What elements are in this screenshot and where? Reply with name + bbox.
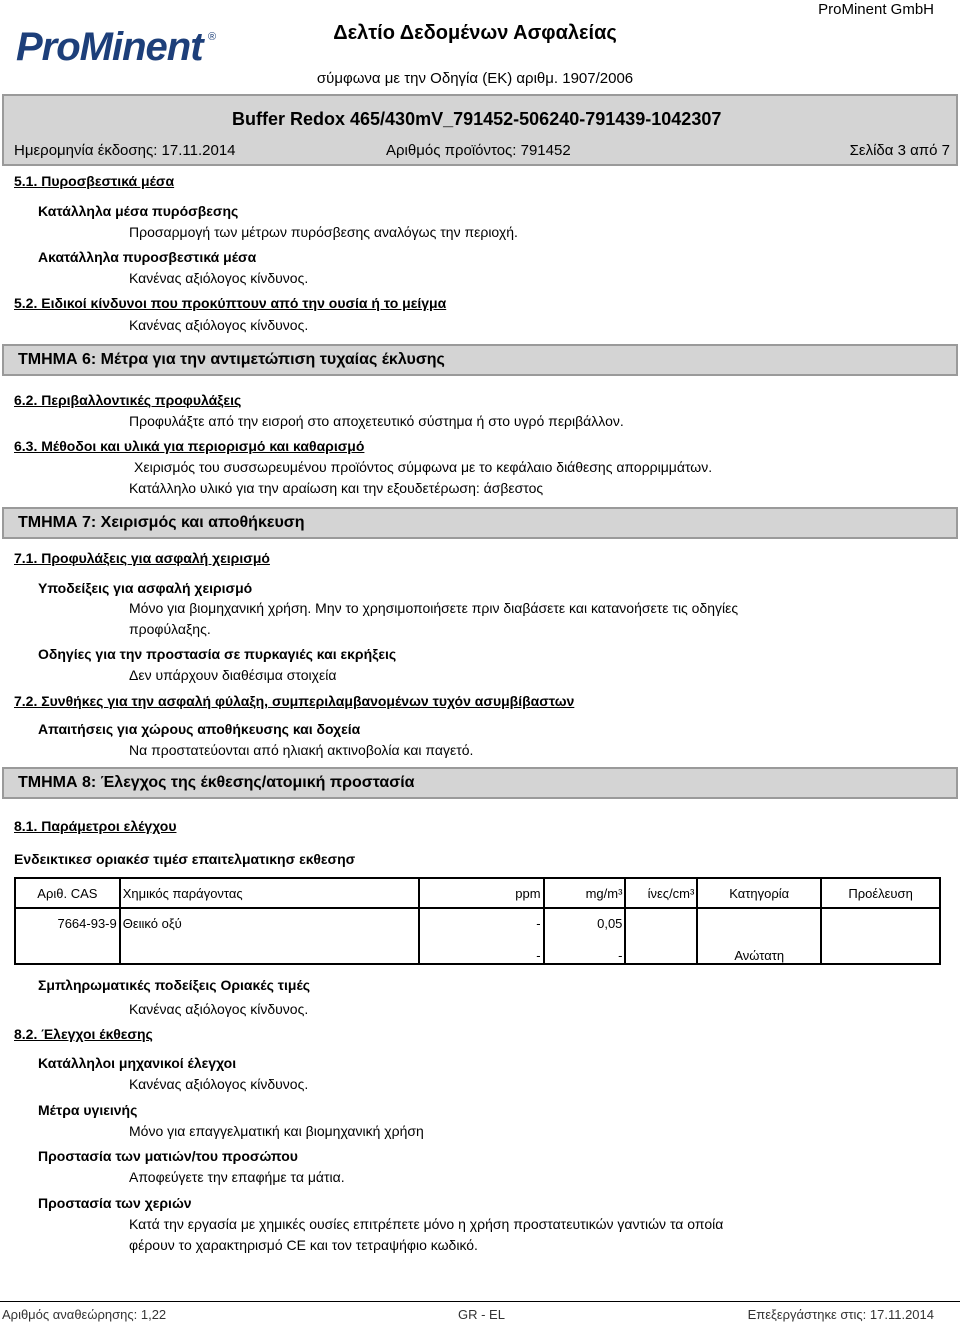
svg-text:®: ® <box>208 31 217 43</box>
engineering-controls-text: Κανένας αξιόλογος κίνδυνος. <box>129 1076 309 1092</box>
regulation-subtitle: σύμφωνα με την Οδηγία (ΕΚ) αριθμ. 1907/2006 <box>316 70 634 87</box>
table-row <box>15 937 940 964</box>
section-8-header: ΤΜΗΜΑ 8: Έλεγχος της έκθεσης/ατομική προστασία <box>2 767 958 799</box>
fire-protection-label: Οδηγίες για την προστασία σε πυρκαγιές και εκρήξεις <box>38 646 397 662</box>
revision-number: Αριθμός αναθεώρησης: 1,22 <box>2 1307 167 1322</box>
mg-value: 0,05 <box>544 908 626 937</box>
category-value <box>697 908 821 937</box>
column-header: Αριθ. CAS <box>15 878 120 908</box>
column-header: Χημικός παράγοντας <box>120 878 419 908</box>
safe-handling-text-1: Μόνο για βιομηχανική χρήση. Μην το χρησιμοποιήσετε πριν διαβάσετε και κατανοήσετε τις οδηγίες <box>129 600 739 616</box>
chemical-agent: Θειικό οξύ <box>120 908 419 937</box>
product-name: Buffer Redox 465/430mV_791452-506240-791439-1042307 <box>232 109 722 129</box>
table-header-row <box>15 878 940 908</box>
storage-requirements-label: Απαιτήσεις για χώρους αποθήκευσης και δοχεία <box>38 721 361 737</box>
footer-divider <box>0 1301 960 1302</box>
engineering-controls-label: Κατάλληλοι μηχανικοί έλεγχοι <box>38 1055 237 1071</box>
section-7-header: ΤΜΗΜΑ 7: Χειρισμός και αποθήκευση <box>2 507 958 539</box>
subsection-7-2-title: 7.2. Συνθήκες για την ασφαλή φύλαξη, συμπεριλαμβανομένων τυχόν ασυμβίβαστων <box>14 693 575 709</box>
containment-text-2: Κατάλληλο υλικό για την αραίωση και την εξουδετέρωση: άσβεστος <box>129 480 544 496</box>
processed-date: Επεξεργάστηκε στις: 17.11.2014 <box>747 1307 934 1322</box>
exposure-limits-table <box>14 877 941 965</box>
column-header: ίνες/cm³ <box>625 878 697 908</box>
column-header: ppm <box>419 878 544 908</box>
subsection-8-1-title: 8.1. Παράμετροι ελέγχου <box>14 818 177 834</box>
storage-requirements-text: Να προστατεύονται από ηλιακή ακτινοβολία και παγετό. <box>129 742 474 758</box>
locale-code: GR - EL <box>458 1307 505 1322</box>
subsection-6-2-title: 6.2. Περιβαλλοντικές προφυλάξεις <box>14 392 242 408</box>
origin-value <box>821 908 940 937</box>
ppm-value: - <box>419 937 544 964</box>
hand-protection-label: Προστασία των χεριών <box>38 1195 192 1211</box>
product-number: Αριθμός προϊόντος: 791452 <box>386 142 571 159</box>
hygiene-measures-text: Μόνο για επαγγελματική και βιομηχανική χρήση <box>129 1123 424 1139</box>
subsection-7-1-title: 7.1. Προφυλάξεις για ασφαλή χειρισμό <box>14 550 270 566</box>
table-row <box>15 908 940 937</box>
column-header: Κατηγορία <box>697 878 821 908</box>
subsection-5-2-title: 5.2. Ειδικοί κίνδυνοι που προκύπτουν από την ουσία ή το μείγμα <box>14 295 447 311</box>
unsuitable-extinguishing-text: Κανένας αξιόλογος κίνδυνος. <box>129 270 309 286</box>
eye-protection-text: Αποφεύγετε την επαφήμε τα μάτια. <box>129 1169 345 1185</box>
mg-value: - <box>544 937 626 964</box>
company-name: ProMinent GmbH <box>818 1 934 18</box>
column-header: mg/m³ <box>544 878 626 908</box>
supplementary-limits-label: Σμπληρωματικές ποδείξεις Οριακές τιμές <box>38 977 311 993</box>
fire-protection-text: Δεν υπάρχουν διαθέσιμα στοιχεία <box>129 667 337 683</box>
hand-protection-text-2: φέρουν το χαρακτηρισμό CE και τον τετραψήφιο κωδικό. <box>129 1237 478 1253</box>
cas-number <box>15 937 120 964</box>
ppm-value: - <box>419 908 544 937</box>
origin-value <box>821 937 940 964</box>
subsection-5-1-title: 5.1. Πυροσβεστικά μέσα <box>14 173 175 189</box>
eye-protection-label: Προστασία των ματιών/του προσώπου <box>38 1148 298 1164</box>
prominent-logo <box>14 20 224 70</box>
containment-text-1: Χειρισμός του συσσωρευμένου προϊόντος σύμφωνα με το κεφάλαιο διάθεσης απορριμμάτων. <box>134 459 713 475</box>
category-value: Ανώτατη <box>697 937 821 964</box>
special-hazards-text: Κανένας αξιόλογος κίνδυνος. <box>129 317 309 333</box>
fibres-value <box>625 937 697 964</box>
fibres-value <box>625 908 697 937</box>
chemical-agent <box>120 937 419 964</box>
svg-text:ProMinent: ProMinent <box>16 25 203 69</box>
column-header: Προέλευση <box>821 878 940 908</box>
safe-handling-label: Υποδείξεις για ασφαλή χειρισμό <box>38 580 253 596</box>
supplementary-limits-text: Κανένας αξιόλογος κίνδυνος. <box>129 1001 309 1017</box>
hygiene-measures-label: Μέτρα υγιεινής <box>38 1102 138 1118</box>
issue-date: Ημερομηνία έκδοσης: 17.11.2014 <box>14 142 236 159</box>
suitable-extinguishing-label: Κατάλληλα μέσα πυρόσβεσης <box>38 203 239 219</box>
cas-number: 7664-93-9 <box>15 908 120 937</box>
suitable-extinguishing-text: Προσαρμογή των μέτρων πυρόσβεσης αναλόγως την περιοχή. <box>129 224 518 240</box>
limit-values-table-title: Ενδεικτικεσ οριακέσ τιμέσ επαιτελματικησ εκθεσησ <box>14 851 356 867</box>
subsection-8-2-title: 8.2. Έλεγχοι έκθεσης <box>14 1026 153 1042</box>
environmental-precautions-text: Προφυλάξτε από την εισροή στο αποχετευτικό σύστημα ή στο υγρό περιβάλλον. <box>129 413 624 429</box>
section-6-header: ΤΜΗΜΑ 6: Μέτρα για την αντιμετώπιση τυχαίας έκλυσης <box>2 344 958 376</box>
document-title: Δελτίο Δεδομένων Ασφαλείας <box>333 22 617 44</box>
subsection-6-3-title: 6.3. Μέθοδοι και υλικά για περιορισμό και καθαρισμό <box>14 438 365 454</box>
safe-handling-text-2: προφύλαξης. <box>129 621 211 637</box>
hand-protection-text-1: Κατά την εργασία με χημικές ουσίες επιτρέπετε μόνο η χρήση προστατευτικών γαντιών τα οποία <box>129 1216 724 1232</box>
unsuitable-extinguishing-label: Ακατάλληλα πυροσβεστικά μέσα <box>38 249 257 265</box>
page-number: Σελίδα 3 από 7 <box>849 142 950 159</box>
